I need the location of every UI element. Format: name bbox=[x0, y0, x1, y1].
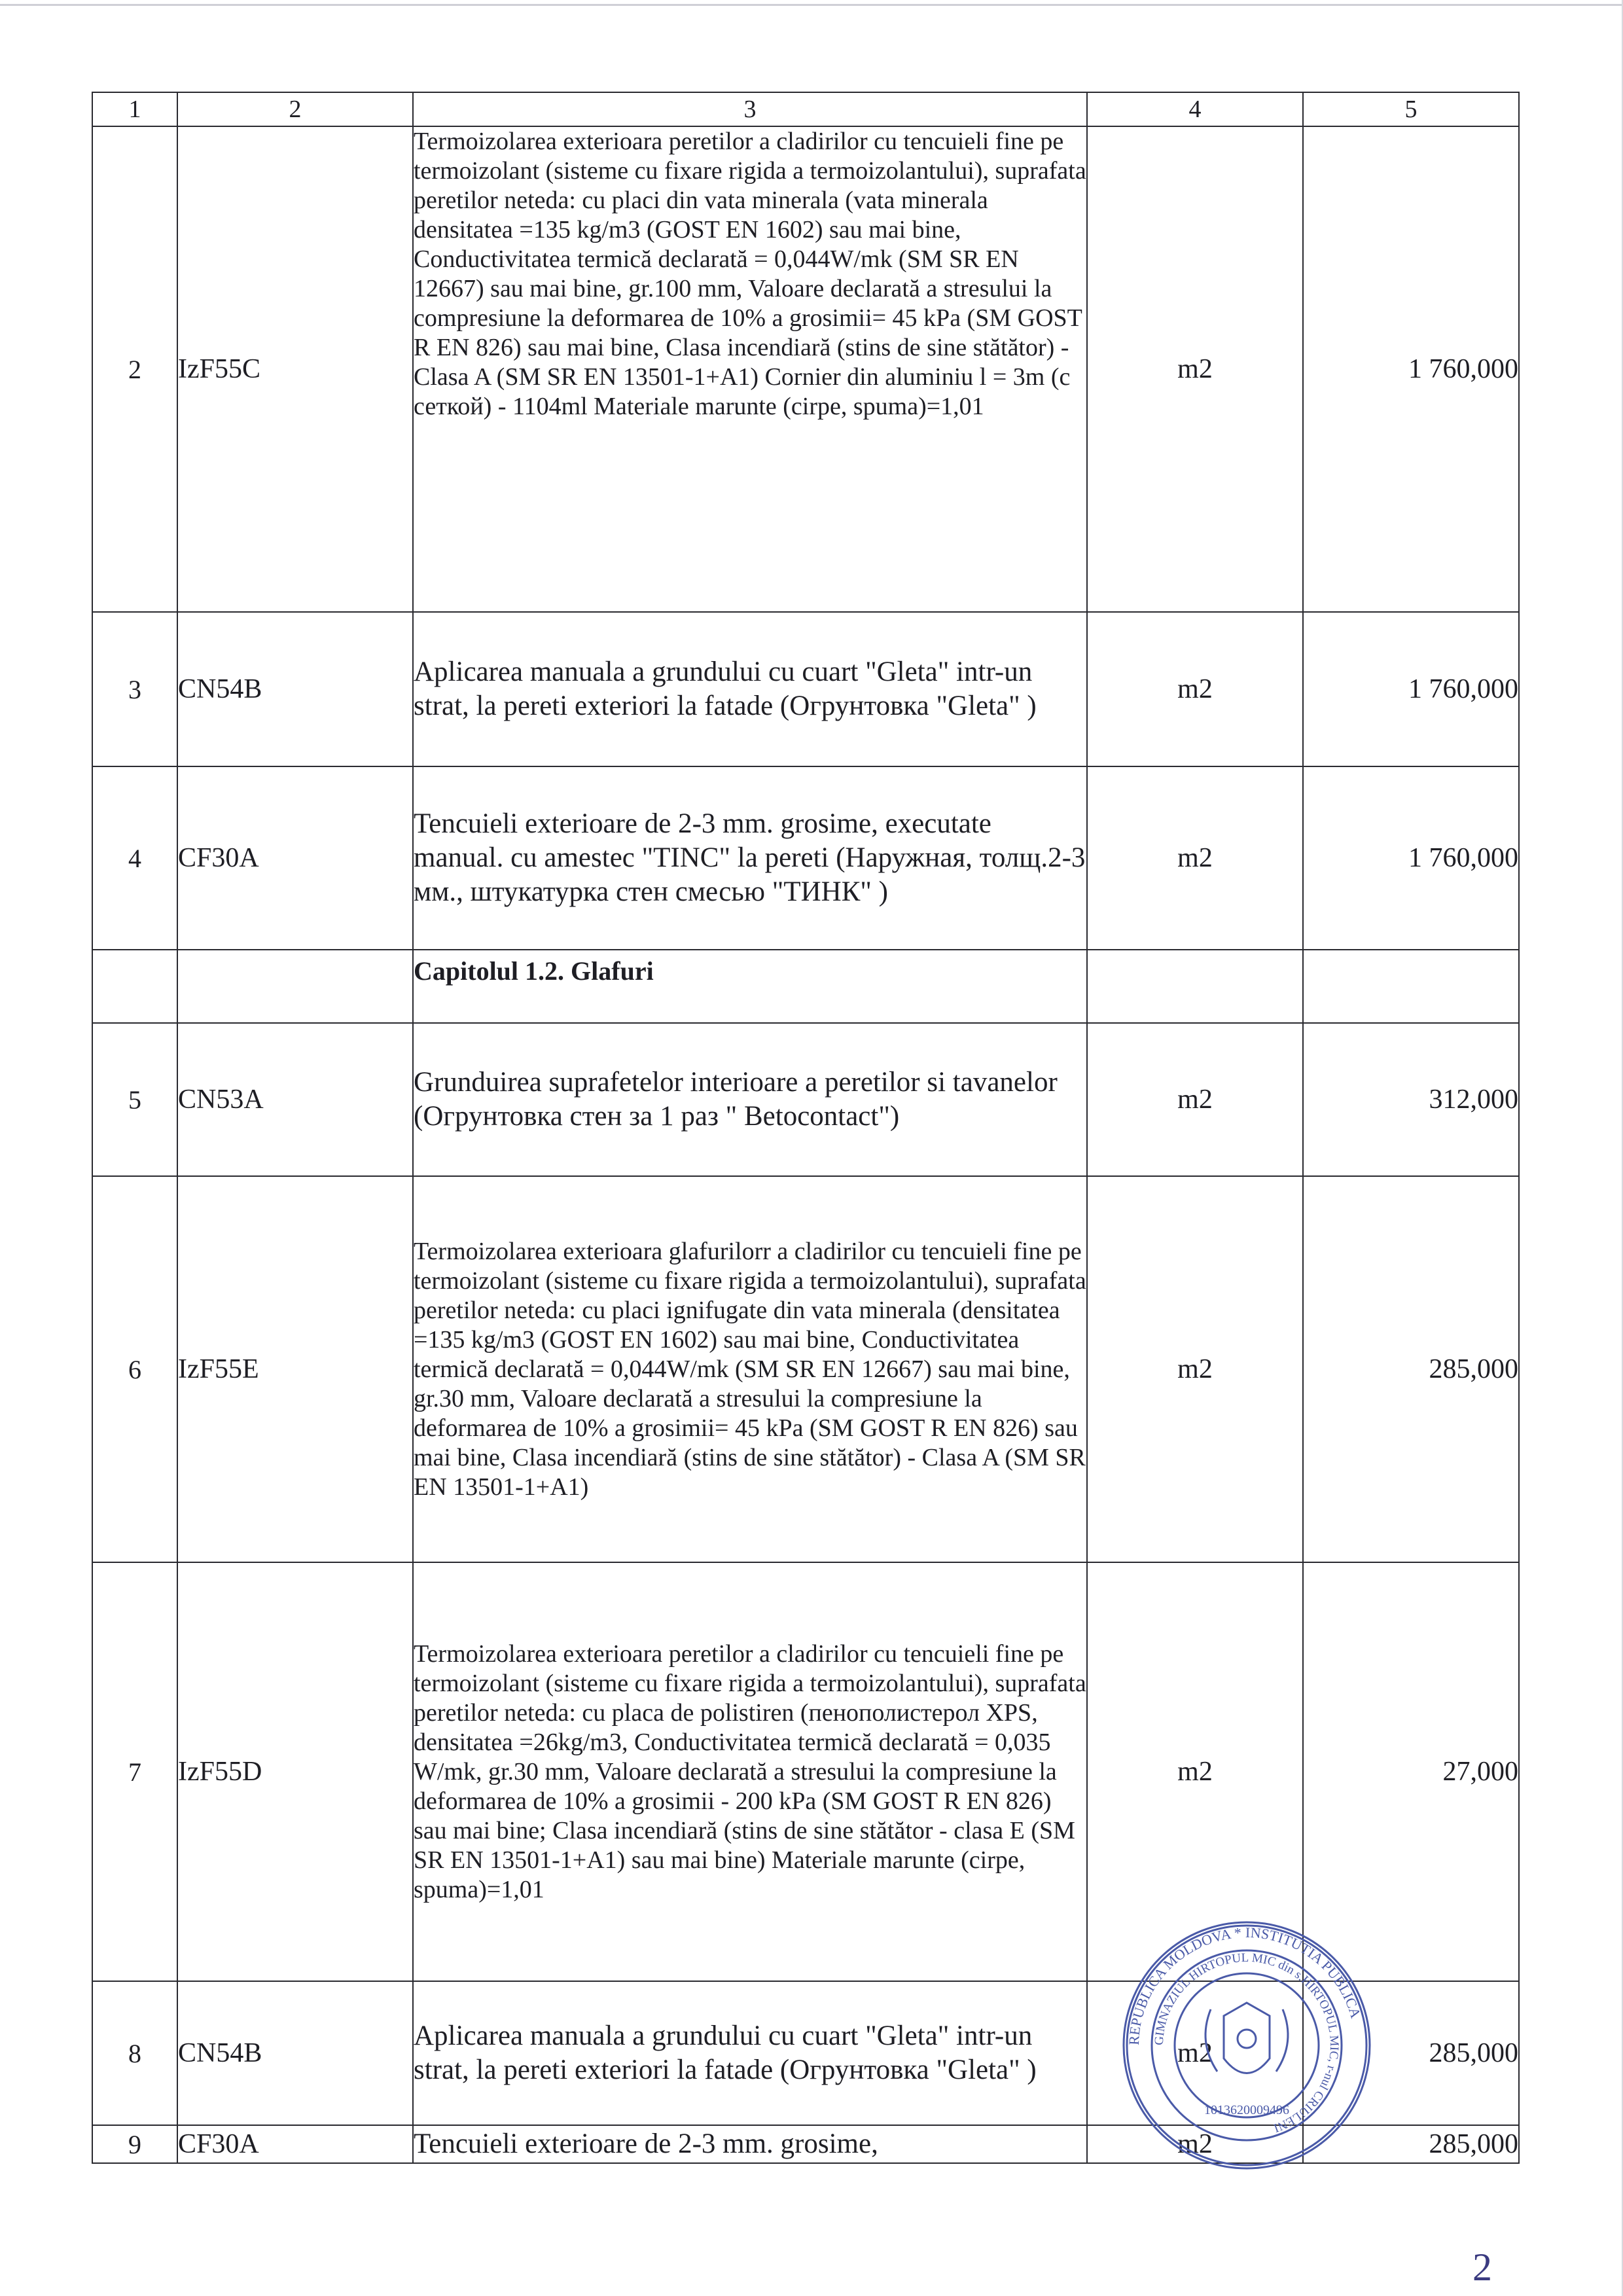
row-quantity: 285,000 bbox=[1303, 1981, 1519, 2125]
row-unit: m2 bbox=[1087, 766, 1303, 950]
row-code: IzF55C bbox=[177, 126, 413, 612]
row-code: CF30A bbox=[177, 2125, 413, 2163]
header-col-1: 1 bbox=[92, 92, 177, 126]
chapter-empty-cell bbox=[177, 950, 413, 1023]
official-stamp-icon bbox=[1119, 1918, 1374, 2173]
row-quantity: 1 760,000 bbox=[1303, 126, 1519, 612]
row-number: 9 bbox=[92, 2125, 177, 2163]
stamp-inner-text: GIMNAZIUL HIRTOPUL MIC din s.HIRTOPUL MIC, r-nul CRIULENI bbox=[1152, 1950, 1342, 2135]
row-number: 7 bbox=[92, 1562, 177, 1981]
row-quantity: 1 760,000 bbox=[1303, 612, 1519, 766]
header-col-5: 5 bbox=[1303, 92, 1519, 126]
row-code: IzF55E bbox=[177, 1176, 413, 1562]
chapter-empty-cell bbox=[92, 950, 177, 1023]
row-number: 4 bbox=[92, 766, 177, 950]
row-number: 3 bbox=[92, 612, 177, 766]
table-row bbox=[92, 612, 1519, 766]
scan-edge-line bbox=[0, 4, 1623, 6]
row-description: Termoizolarea exterioara peretilor a cladirilor cu tencuieli fine pe termoizolant (sisteme cu fixare rigida a termoizolantului), suprafata peretilor neteda: cu placi din vata minerala (vata minerala densitatea =135 kg/m3 (GOST EN 1602) sau mai bine, Conductivitatea termică declarată = 0,044W/mk (SM SR EN 12667) sau mai bine, gr.100 mm, Valoare declarată a stresului la compresiune la deformarea de 10% a grosimii= 45 kPa (SM GOST R EN 826) sau mai bine, Clasa incendiară (stins de sine stătător) - Clasa A (SM SR EN 13501-1+A1) Cornier din aluminiu l = 3m (с сеткой) - 1104ml Materiale marunte (cirpe, spuma)=1,01 bbox=[413, 126, 1087, 612]
page-mark: 2 bbox=[1472, 2246, 1492, 2289]
row-code: IzF55D bbox=[177, 1562, 413, 1981]
stamp-number: 1013620009496 bbox=[1204, 2103, 1289, 2117]
row-unit: m2 bbox=[1087, 1176, 1303, 1562]
row-description: Termoizolarea exterioara glafurilorr a cladirilor cu tencuieli fine pe termoizolant (sisteme cu fixare rigida a termoizolantului), suprafata peretilor neteda: cu placi ignifugate din vata minerala (densitatea =135 kg/m3 (GOST EN 1602) sau mai bine, Conductivitatea termică declarată = 0,044W/mk (SM SR EN 12667) sau mai bine, gr.30 mm, Valoare declarată a stresului la compresiune la deformarea de 10% a grosimii= 45 kPa (SM GOST R EN 826) sau mai bine, Clasa incendiară (stins de sine stătător) - Clasa A (SM SR EN 13501-1+A1) bbox=[413, 1176, 1087, 1562]
row-quantity: 285,000 bbox=[1303, 2125, 1519, 2163]
row-unit: m2 bbox=[1087, 1023, 1303, 1176]
table-row bbox=[92, 1176, 1519, 1562]
chapter-empty-cell bbox=[1087, 950, 1303, 1023]
row-description: Tencuieli exterioare de 2-3 mm. grosime, bbox=[413, 2125, 1087, 2163]
row-quantity: 27,000 bbox=[1303, 1562, 1519, 1981]
row-code: CN54B bbox=[177, 1981, 413, 2125]
header-col-3: 3 bbox=[413, 92, 1087, 126]
row-number: 6 bbox=[92, 1176, 177, 1562]
row-unit: m2 bbox=[1087, 2125, 1303, 2163]
row-quantity: 1 760,000 bbox=[1303, 766, 1519, 950]
stamp-outer-text: REPUBLICA MOLDOVA * INSTITUTIA PUBLICA bbox=[1125, 1924, 1364, 2046]
row-number: 5 bbox=[92, 1023, 177, 1176]
chapter-empty-cell bbox=[1303, 950, 1519, 1023]
row-code: CF30A bbox=[177, 766, 413, 950]
table-row bbox=[92, 766, 1519, 950]
header-col-2: 2 bbox=[177, 92, 413, 126]
header-row bbox=[92, 92, 1519, 126]
row-code: CN53A bbox=[177, 1023, 413, 1176]
row-code: CN54B bbox=[177, 612, 413, 766]
row-description: Termoizolarea exterioara peretilor a cladirilor cu tencuieli fine pe termoizolant (sisteme cu fixare rigida a termoizolantului), suprafata peretilor neteda: cu placa de polistiren (пенополистерол XPS, densitatea =26kg/m3, Conductivitatea termică declarată = 0,035 W/mk, gr.30 mm, Valoare declarată a stresului la compresiune la deformarea de 10% a grosimii - 200 kPa (SM GOST R EN 826) sau mai bine; Clasa incendiară (stins de sine stătător - clasa E (SM SR EN 13501-1+A1) sau mai bine) Materiale marunte (cirpe, spuma)=1,01 bbox=[413, 1562, 1087, 1981]
row-unit: m2 bbox=[1087, 1562, 1303, 1981]
row-description: Aplicarea manuala a grundului cu cuart "Gleta" intr-un strat, la pereti exteriori la fatade (Огрунтовка "Gleta" ) bbox=[413, 612, 1087, 766]
row-number: 8 bbox=[92, 1981, 177, 2125]
row-unit: m2 bbox=[1087, 126, 1303, 612]
stamp-coat-of-arms-icon bbox=[1205, 2003, 1288, 2073]
row-description: Aplicarea manuala a grundului cu cuart "Gleta" intr-un strat, la pereti exteriori la fatade (Огрунтовка "Gleta" ) bbox=[413, 1981, 1087, 2125]
row-description: Grunduirea suprafetelor interioare a peretilor si tavanelor (Огрунтовка стен за 1 раз " Betocontact") bbox=[413, 1023, 1087, 1176]
row-unit: m2 bbox=[1087, 612, 1303, 766]
estimate-table bbox=[92, 92, 1520, 2164]
row-description: Tencuieli exterioare de 2-3 mm. grosime, executate manual. cu amestec "TINC" la pereti (Наружная, толщ.2-3 мм., штукатурка стен смесью "ТИНК" ) bbox=[413, 766, 1087, 950]
table-row bbox=[92, 126, 1519, 612]
row-number: 2 bbox=[92, 126, 177, 612]
header-col-4: 4 bbox=[1087, 92, 1303, 126]
chapter-title: Capitolul 1.2. Glafuri bbox=[413, 950, 1087, 1023]
chapter-row bbox=[92, 950, 1519, 1023]
row-quantity: 312,000 bbox=[1303, 1023, 1519, 1176]
row-quantity: 285,000 bbox=[1303, 1176, 1519, 1562]
table-row bbox=[92, 1023, 1519, 1176]
row-unit: m2 bbox=[1087, 1981, 1303, 2125]
